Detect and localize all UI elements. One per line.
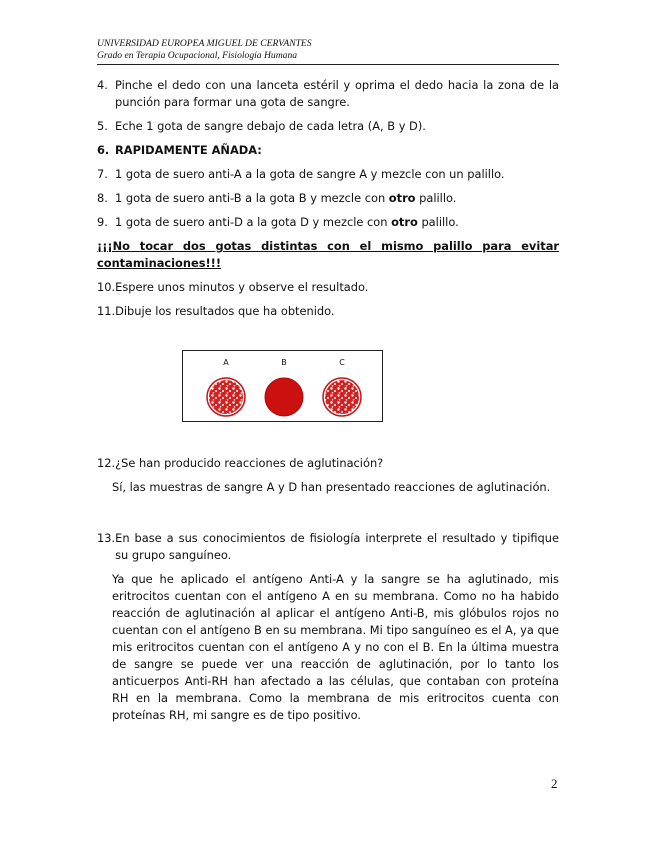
document-body-final bbox=[97, 530, 559, 724]
header-university: UNIVERSIDAD EUROPEA MIGUEL DE CERVANTES bbox=[97, 38, 312, 49]
step-text: Espere unos minutos y observe el resultado. bbox=[115, 280, 369, 294]
step-text: Eche 1 gota de sangre debajo de cada letra (A, B y D). bbox=[115, 119, 426, 133]
step-text bbox=[115, 214, 559, 231]
step-text: Pinche el dedo con una lanceta estéril y oprima el dedo hacia la zona de la punción para formar una gota de sangre. bbox=[115, 78, 559, 109]
figure-label-a: A bbox=[223, 358, 229, 367]
step-12 bbox=[97, 455, 559, 472]
figure-label-c: C bbox=[339, 358, 345, 367]
step-text: ¿Se han producido reacciones de aglutinación? bbox=[115, 456, 384, 470]
step-text bbox=[115, 190, 559, 207]
drop-b-smooth bbox=[265, 378, 303, 416]
step-number: 5. bbox=[97, 119, 108, 133]
step-number: 8. bbox=[97, 191, 108, 205]
step-6 bbox=[97, 142, 559, 159]
step-9 bbox=[97, 214, 559, 231]
step-number: 6. bbox=[97, 143, 110, 157]
step-text-start: 1 gota de suero anti-B a la gota B y mezcle con bbox=[115, 191, 389, 205]
document-body-lower bbox=[97, 455, 559, 496]
step-4 bbox=[97, 77, 559, 111]
step-8 bbox=[97, 190, 559, 207]
step-text-end: palillo. bbox=[415, 191, 457, 205]
step-number: 11. bbox=[97, 304, 116, 318]
figure-label-b: B bbox=[281, 358, 287, 367]
step-number: 4. bbox=[97, 78, 108, 92]
step-text-emphasis: otro bbox=[391, 215, 418, 229]
drop-a-agglutinated bbox=[209, 380, 243, 414]
header-course: Grado en Terapia Ocupacional, Fisiología Humana bbox=[97, 50, 298, 61]
step-number: 13. bbox=[97, 531, 116, 545]
step-text-end: palillo. bbox=[417, 215, 459, 229]
warning-note: ¡¡¡No tocar dos gotas distintas con el mismo palillo para evitar contaminaciones!!! bbox=[97, 239, 559, 270]
step-number: 9. bbox=[97, 215, 108, 229]
step-7 bbox=[97, 166, 559, 183]
step-text-start: 1 gota de suero anti-D a la gota D y mezcle con bbox=[115, 215, 392, 229]
step-text: 1 gota de suero anti-A a la gota de sangre A y mezcle con un palillo. bbox=[115, 167, 505, 181]
step-text: RAPIDAMENTE AÑADA: bbox=[115, 143, 262, 157]
document-body bbox=[97, 77, 559, 327]
step-13 bbox=[97, 530, 559, 564]
step-text-emphasis: otro bbox=[388, 191, 416, 205]
step-text: En base a sus conocimientos de fisiología interprete el resultado y tipifique su grupo sanguíneo. bbox=[115, 531, 559, 562]
page-number: 2 bbox=[551, 776, 558, 791]
step-number: 7. bbox=[97, 167, 108, 181]
step-11 bbox=[97, 303, 559, 320]
step-10 bbox=[97, 279, 559, 296]
page-header bbox=[97, 38, 559, 65]
step-number: 12. bbox=[97, 456, 116, 470]
blood-drops bbox=[183, 373, 381, 419]
step-5 bbox=[97, 118, 559, 135]
step-number: 10. bbox=[97, 280, 116, 294]
answer-13: Ya que he aplicado el antígeno Anti-A y la sangre se ha aglutinado, mis eritrocitos cuentan con el antígeno A en su membrana. Como no ha habido reacción de aglutinación al aplicar el antígeno Anti-B, mis glóbulos rojos no cuentan con el antígeno B en su membrana. Mi tipo sanguíneo es el A, ya que mis eritrocitos cuentan con el antígeno A y no con el B. En la última muestra de sangre se puede ver una reacción de aglutinación, por lo tanto los anticuerpos Anti-RH han afectado a las células, que contaban con proteína RH en la membrana. Como la membrana de mis eritrocitos cuenta con proteínas RH, mi sangre es de tipo positivo. bbox=[112, 572, 559, 722]
blood-test-figure bbox=[182, 350, 383, 422]
drop-c-agglutinated bbox=[325, 380, 359, 414]
answer-12: Sí, las muestras de sangre A y D han presentado reacciones de aglutinación. bbox=[112, 480, 551, 494]
step-text: Dibuje los resultados que ha obtenido. bbox=[115, 304, 335, 318]
